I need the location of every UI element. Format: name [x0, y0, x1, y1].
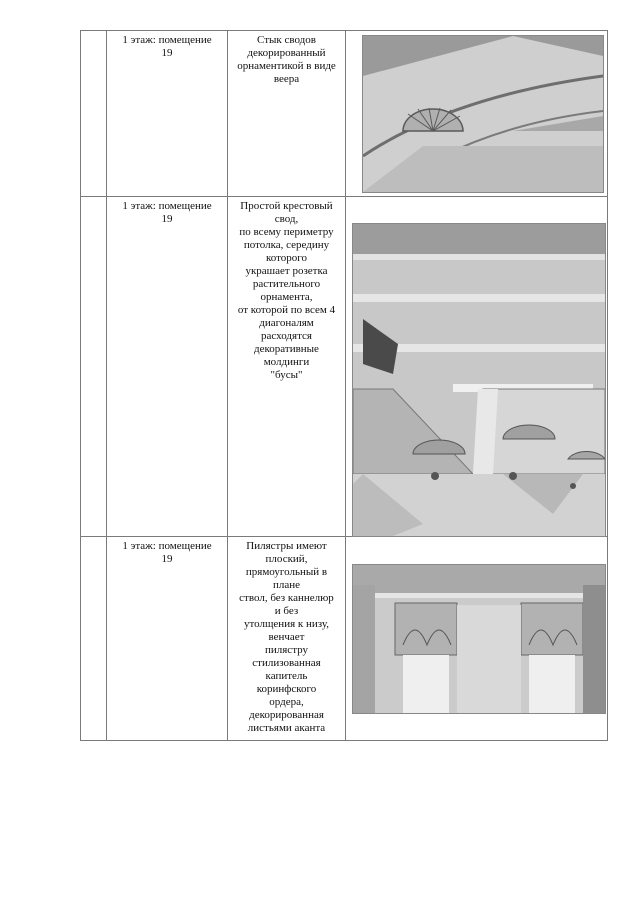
- description-text: Пилястры имеют плоский, прямоугольный в плане ствол, без каннелюр и без утолщения к низу, венчает пилястру стилизованная капитель коринфского ордера, декорированная листьями аканта: [239, 540, 334, 734]
- number-cell: [81, 31, 107, 197]
- location-text: 1 этаж: помещение 19: [122, 540, 212, 565]
- location-cell: [107, 537, 228, 741]
- table-row: [81, 197, 608, 537]
- number-cell: [81, 197, 107, 537]
- architecture-table: [80, 30, 608, 741]
- description-text: Простой крестовый свод, по всему периметру потолка, середину которого украшает розетка растительного орнамента, от которой по всем 4 диагоналям расходятся декоративные молдинги "бусы": [237, 200, 336, 381]
- description-cell: [228, 537, 346, 741]
- table-row: [81, 537, 608, 741]
- description-cell: [228, 31, 346, 197]
- photo-cell: [346, 31, 608, 197]
- location-text: 1 этаж: помещение 19: [122, 34, 212, 59]
- description-text: Стык сводов декорированный орнаментикой в виде веера: [237, 34, 336, 85]
- location-text: 1 этаж: помещение 19: [122, 200, 212, 225]
- description-cell: [228, 197, 346, 537]
- location-cell: [107, 31, 228, 197]
- pilaster-capital-photo: [352, 564, 606, 714]
- photo-cell: [346, 537, 608, 741]
- cross-vault-photo: [352, 223, 606, 537]
- photo-cell: [346, 197, 608, 537]
- number-cell: [81, 537, 107, 741]
- table-row: [81, 31, 608, 197]
- vault-fan-ornament-photo: [362, 35, 604, 193]
- location-cell: [107, 197, 228, 537]
